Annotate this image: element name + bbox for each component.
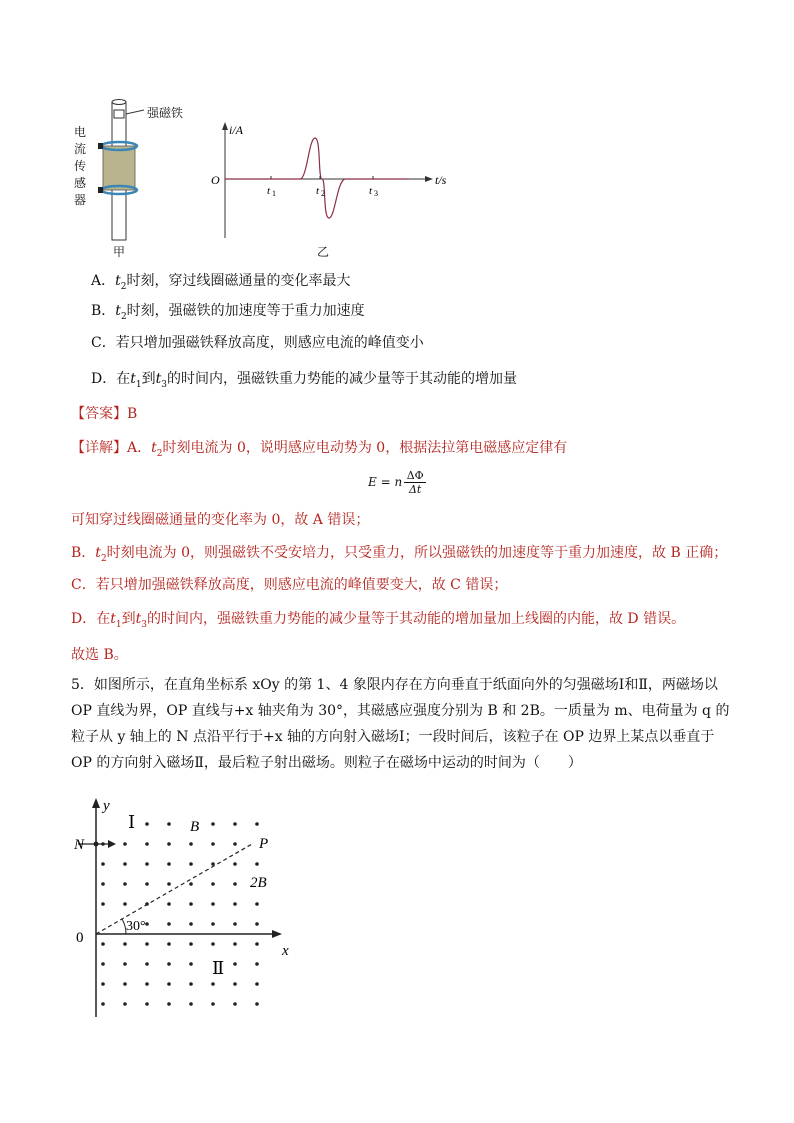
detail-line-1 <box>71 437 567 459</box>
label-y: y <box>103 798 110 814</box>
field-dot <box>233 822 237 826</box>
option-text: 的时间内，强磁铁重力势能的减少量等于其动能的增加量 <box>166 371 517 387</box>
field-dot <box>167 962 171 966</box>
detail-var: t <box>151 440 157 456</box>
field-dot <box>101 962 105 966</box>
sensor-char: 流 <box>74 142 87 156</box>
field-dot <box>233 862 237 866</box>
n-point <box>94 842 99 847</box>
option-sub: 2 <box>120 281 127 292</box>
tick-t2: t <box>316 185 320 197</box>
detail-line-3 <box>71 542 727 564</box>
option-letter: C． <box>91 335 116 351</box>
formula <box>368 466 426 498</box>
option-sub2: 3 <box>161 379 167 390</box>
x-axis-label: t/s <box>435 173 447 187</box>
field-dot <box>123 902 127 906</box>
field-dot <box>167 862 171 866</box>
detail-var: t <box>110 611 116 627</box>
field-dots <box>101 822 259 1006</box>
detail-line-2: 可知穿过线圈磁通量的变化率为 0，故 A 错误； <box>71 512 370 528</box>
sensor-char: 电 <box>74 125 87 139</box>
detail-line-5 <box>71 608 685 630</box>
field-dot <box>145 942 149 946</box>
field-dot <box>145 982 149 986</box>
field-dot <box>145 842 149 846</box>
field-dot <box>101 842 105 846</box>
field-dot <box>211 822 215 826</box>
label-p: P <box>259 836 269 852</box>
detail-text: 的时间内，强磁铁重力势能的减少量等于其动能的增加量加上线圈的内能，故 D 错误。 <box>146 611 686 627</box>
field-dot <box>189 942 193 946</box>
field-dot <box>233 942 237 946</box>
field-dot <box>123 962 127 966</box>
formula-lhs: E = n <box>368 475 403 489</box>
field-dot <box>101 862 105 866</box>
option-letter: D．在 <box>91 371 131 387</box>
field-dot <box>211 882 215 886</box>
field-dot <box>167 1002 171 1006</box>
tick-t2-sub: 2 <box>321 189 325 198</box>
magnet-label: 强磁铁 <box>147 106 184 120</box>
field-dot <box>123 842 127 846</box>
field-dot <box>189 902 193 906</box>
detail-prefix: B． <box>71 545 96 561</box>
field-dot <box>123 942 127 946</box>
option-text: 时刻，强磁铁的加速度等于重力加速度 <box>126 303 365 319</box>
label-b: B <box>190 819 200 835</box>
option-text: 若只增加强磁铁释放高度，则感应电流的峰值变小 <box>115 335 424 351</box>
caption-left: 甲 <box>113 245 126 259</box>
sensor-char: 器 <box>74 193 87 207</box>
option-sub: 1 <box>135 379 142 390</box>
field-dot <box>145 822 149 826</box>
field-dot <box>233 922 237 926</box>
sensor-label <box>74 124 88 209</box>
question-5-text: 5．如图所示，在直角坐标系 xOy 的第 1、4 象限内存在方向垂直于纸面向外的匀强磁场Ⅰ和Ⅱ，两磁场以 OP 直线为界，OP 直线与+x 轴夹角为 30°，其磁感应强度分别为 B 和 2B。一质量为 m、电荷量为 q 的粒子从 y 轴上的 N 点沿平行于+x 轴的方向射入磁场Ⅰ；一段时间后，该粒子在 OP 边界上某点以垂直于 OP 的方向射入磁场Ⅱ，最后粒子射出磁场。则粒子在磁场中运动的时间为（ ） <box>71 677 730 771</box>
field-dot <box>189 882 193 886</box>
y-axis-arrow <box>92 798 100 808</box>
option-b <box>91 300 365 322</box>
label-region-1: Ⅰ <box>128 812 136 832</box>
detail-text: 时刻电流为 0，说明感应电动势为 0，根据法拉第电磁感应定律有 <box>162 440 568 456</box>
tick-t3-sub: 3 <box>374 189 378 198</box>
x-axis-arrow <box>272 930 282 938</box>
magnetic-field-figure <box>70 792 310 1022</box>
sensor-char: 感 <box>74 176 87 190</box>
current-graph <box>205 118 465 258</box>
field-dot <box>189 922 193 926</box>
field-dot <box>101 942 105 946</box>
field-dot <box>123 882 127 886</box>
detail-label: 【详解】 <box>71 440 127 456</box>
detail-conclusion: 故选 B。 <box>71 647 128 663</box>
detail-text: 时刻电流为 0，则强磁铁不受安培力，只受重力，所以强磁铁的加速度等于重力加速度，故 B 正确； <box>106 545 728 561</box>
detail-var2: t <box>135 611 142 627</box>
detail-mid: 到 <box>121 611 136 627</box>
detail-sub: 2 <box>100 553 107 564</box>
label-region-2: Ⅱ <box>212 958 225 978</box>
tick-t1: t <box>267 185 271 197</box>
option-mid: 到 <box>141 371 156 387</box>
field-dot <box>101 982 105 986</box>
option-var: t <box>115 303 121 319</box>
field-dot <box>167 822 171 826</box>
detail-sub2: 3 <box>141 619 147 630</box>
field-dot <box>211 942 215 946</box>
formula-den: Δt <box>408 482 422 496</box>
detail-prefix: D．在 <box>71 611 111 627</box>
option-text: 时刻，穿过线圈磁通量的变化率最大 <box>126 273 351 289</box>
field-dot <box>167 902 171 906</box>
option-var: t <box>115 273 121 289</box>
field-dot <box>189 862 193 866</box>
tick-t3: t <box>369 185 373 197</box>
label-2b: 2B <box>250 875 267 891</box>
field-dot <box>233 882 237 886</box>
field-dot <box>233 842 237 846</box>
field-dot <box>189 962 193 966</box>
label-n: N <box>74 837 85 853</box>
label-angle: 30° <box>126 919 146 934</box>
option-a <box>91 270 351 292</box>
field-dot <box>101 882 105 886</box>
field-dot <box>189 1002 193 1006</box>
field-dot <box>255 922 259 926</box>
formula-fraction <box>404 469 426 496</box>
field-dot <box>255 962 259 966</box>
field-dot <box>123 1002 127 1006</box>
field-dot <box>233 982 237 986</box>
y-axis-arrow <box>222 122 228 130</box>
answer-value: B <box>127 406 138 422</box>
field-dot <box>211 902 215 906</box>
field-dot <box>167 982 171 986</box>
tick-t1-sub: 1 <box>272 189 276 198</box>
field-dot <box>167 882 171 886</box>
detail-sub: 1 <box>115 619 122 630</box>
label-origin: 0 <box>76 930 84 946</box>
field-dot <box>189 842 193 846</box>
field-dot <box>255 982 259 986</box>
field-dot <box>145 862 149 866</box>
field-dot <box>145 922 149 926</box>
apparatus-figure <box>70 96 210 262</box>
field-dot <box>167 842 171 846</box>
apparatus-diagram <box>70 96 210 262</box>
field-dot <box>233 902 237 906</box>
field-dot <box>211 982 215 986</box>
magnetic-field-svg <box>70 792 310 1022</box>
field-dot <box>101 902 105 906</box>
field-dot <box>145 1002 149 1006</box>
field-dot <box>255 942 259 946</box>
formula-num: ΔΦ <box>406 468 424 482</box>
option-letter: B． <box>91 303 116 319</box>
field-dot <box>189 982 193 986</box>
field-dot <box>145 902 149 906</box>
option-letter: A． <box>91 273 116 289</box>
detail-line-4: C．若只增加强磁铁释放高度，则感应电流的峰值要变大，故 C 错误； <box>71 577 508 593</box>
answer-label: 【答案】 <box>71 406 127 422</box>
x-axis-arrow <box>425 176 433 182</box>
field-dot <box>123 862 127 866</box>
field-dot <box>255 902 259 906</box>
option-c <box>91 332 424 352</box>
current-curve <box>225 138 409 218</box>
field-dot <box>233 1002 237 1006</box>
option-d <box>91 368 517 390</box>
caption-right: 乙 <box>317 245 330 259</box>
detail-var: t <box>95 545 101 561</box>
field-dot <box>255 822 259 826</box>
n-arrow <box>108 840 116 848</box>
current-graph-svg <box>205 118 465 258</box>
field-dot <box>167 942 171 946</box>
y-axis-label: i/A <box>229 123 243 137</box>
answer-line <box>71 403 137 423</box>
field-dot <box>211 1002 215 1006</box>
field-dot <box>101 1002 105 1006</box>
field-dot <box>145 882 149 886</box>
origin-label: O <box>211 173 220 187</box>
sensor-char: 传 <box>74 159 87 173</box>
option-sub: 2 <box>120 311 127 322</box>
option-var: t <box>130 371 136 387</box>
op-boundary <box>96 844 252 934</box>
field-dot <box>211 862 215 866</box>
field-dot <box>211 922 215 926</box>
field-dot <box>145 962 149 966</box>
field-dot <box>255 862 259 866</box>
option-var2: t <box>155 371 162 387</box>
label-x: x <box>282 943 289 959</box>
field-dot <box>211 842 215 846</box>
field-dot <box>167 922 171 926</box>
detail-prefix: A． <box>127 440 152 456</box>
detail-sub: 2 <box>156 448 163 459</box>
field-dot <box>233 962 237 966</box>
field-dot <box>255 1002 259 1006</box>
field-dot <box>123 982 127 986</box>
